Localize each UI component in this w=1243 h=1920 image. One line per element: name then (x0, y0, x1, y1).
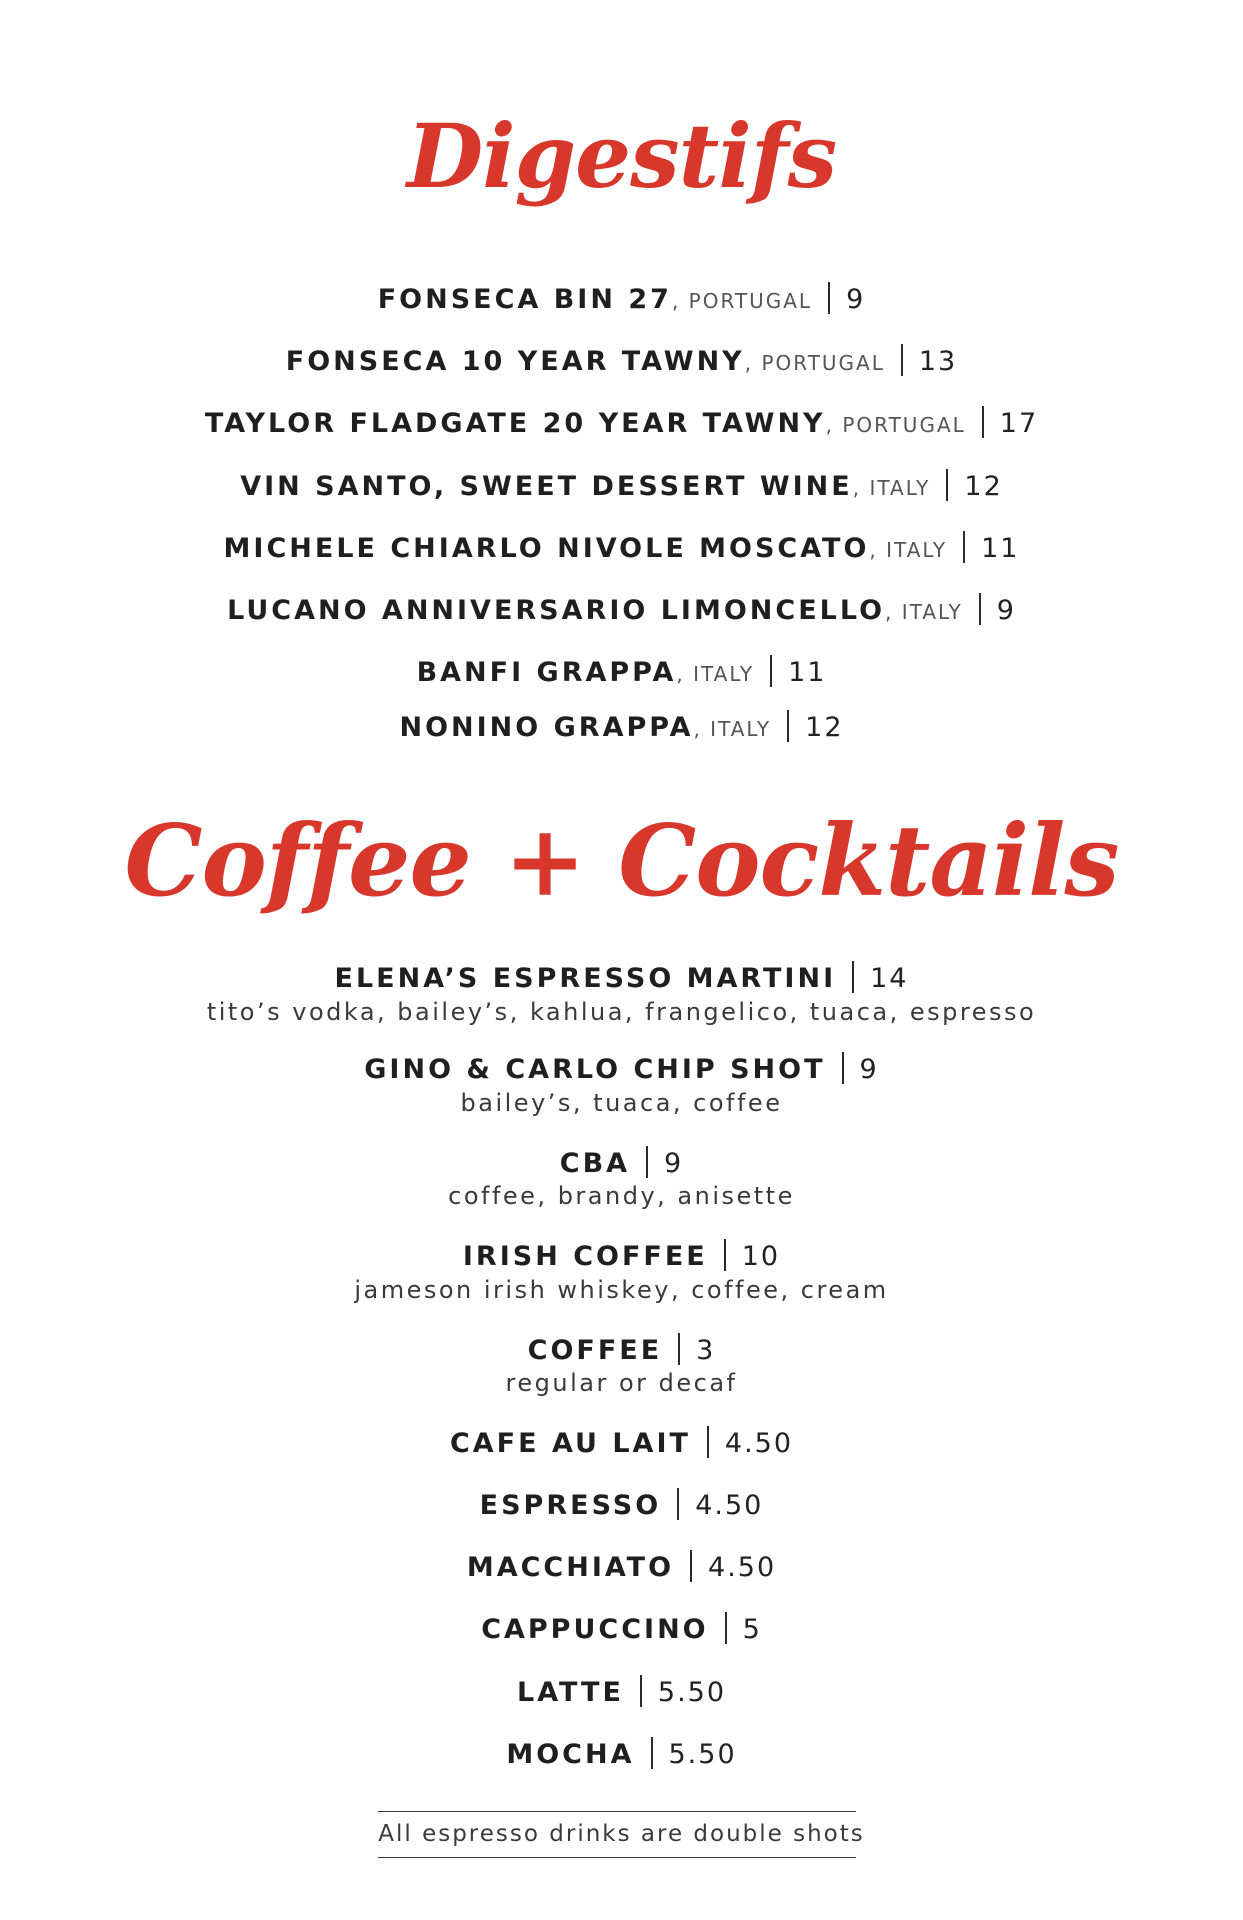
item-origin: , PORTUGAL (744, 351, 885, 375)
item-name: COFFEE (527, 1335, 663, 1366)
item-price: 10 (741, 1241, 781, 1272)
item-name: IRISH COFFEE (462, 1241, 708, 1272)
price-separator (787, 710, 789, 742)
footer-bottom-rule (378, 1857, 856, 1858)
item-price: 4.50 (724, 1428, 794, 1459)
menu-item-nonino-grappa (0, 710, 1243, 747)
item-name: ELENA’S ESPRESSO MARTINI (334, 963, 837, 994)
item-name: VIN SANTO, SWEET DESSERT WINE (240, 471, 853, 502)
menu-item-limoncello (0, 593, 1243, 630)
item-price: 11 (788, 657, 827, 688)
menu-item-cba (0, 1146, 1243, 1182)
footer-top-rule (378, 1811, 856, 1812)
item-description: bailey’s, tuaca, coffee (460, 1089, 783, 1117)
footer-note: All espresso drinks are double shots (378, 1821, 865, 1847)
price-separator (963, 531, 965, 563)
price-separator (901, 344, 903, 376)
item-price: 5.50 (657, 1677, 727, 1708)
price-separator (982, 406, 984, 438)
item-name: CAPPUCCINO (481, 1614, 709, 1645)
price-separator (725, 1612, 727, 1644)
price-separator (842, 1052, 844, 1084)
item-name: FONSECA 10 YEAR TAWNY (285, 346, 745, 377)
item-price: 12 (805, 712, 844, 743)
price-separator (852, 961, 854, 993)
item-price: 13 (918, 346, 958, 377)
menu-item-vin-santo (0, 469, 1243, 506)
item-price: 9 (664, 1148, 684, 1179)
price-separator (946, 469, 948, 501)
item-origin: , PORTUGAL (825, 413, 966, 437)
item-price: 5 (742, 1614, 762, 1645)
menu-item-mocha (0, 1737, 1243, 1773)
menu-item-fonseca-bin-27 (0, 282, 1243, 319)
item-price: 11 (981, 533, 1020, 564)
item-origin: , ITALY (885, 600, 963, 624)
item-origin: , ITALY (676, 662, 755, 686)
item-name: FONSECA BIN 27 (377, 284, 672, 315)
menu-item-banfi-grappa (0, 655, 1243, 692)
menu-item-irish-coffee (0, 1239, 1243, 1275)
item-name: MOCHA (506, 1739, 635, 1770)
item-price: 9 (996, 595, 1016, 626)
item-description: coffee, brandy, anisette (448, 1182, 795, 1210)
menu-item-cappuccino (0, 1612, 1243, 1648)
price-separator (678, 1333, 680, 1365)
price-separator (770, 655, 772, 687)
item-price: 5.50 (668, 1739, 737, 1770)
item-name: ESPRESSO (479, 1490, 662, 1521)
item-price: 4.50 (695, 1490, 764, 1521)
item-name: MICHELE CHIARLO NIVOLE MOSCATO (223, 533, 870, 564)
menu-item-latte (0, 1675, 1243, 1711)
menu-item-coffee (0, 1333, 1243, 1369)
item-origin: , ITALY (869, 538, 948, 562)
item-name: BANFI GRAPPA (416, 657, 677, 688)
item-price: 9 (859, 1054, 879, 1085)
item-price: 3 (696, 1335, 716, 1366)
item-price: 9 (846, 284, 866, 315)
price-separator (651, 1737, 653, 1769)
price-separator (828, 282, 830, 314)
digestifs-heading: Digestifs (406, 104, 837, 208)
item-name: NONINO GRAPPA (399, 712, 694, 743)
item-price: 14 (870, 963, 909, 994)
menu-item-taylor-fladgate (0, 406, 1243, 443)
item-description: regular or decaf (505, 1369, 738, 1397)
item-description: tito’s vodka, bailey’s, kahlua, frangelico, tuaca, espresso (206, 998, 1037, 1026)
price-separator (724, 1239, 726, 1271)
item-origin: , ITALY (852, 476, 931, 500)
price-separator (646, 1146, 648, 1178)
price-separator (677, 1488, 679, 1520)
menu-item-espresso-martini (0, 961, 1243, 997)
item-origin: , ITALY (693, 717, 772, 741)
item-name: LUCANO ANNIVERSARIO LIMONCELLO (227, 595, 886, 626)
item-name: CAFE AU LAIT (449, 1428, 691, 1459)
item-origin: , PORTUGAL (671, 289, 813, 313)
item-description: jameson irish whiskey, coffee, cream (354, 1276, 889, 1304)
price-separator (690, 1550, 692, 1582)
item-price: 12 (964, 471, 1003, 502)
price-separator (707, 1426, 709, 1458)
menu-item-macchiato (0, 1550, 1243, 1586)
menu-item-cafe-au-lait (0, 1426, 1243, 1462)
item-name: GINO & CARLO CHIP SHOT (364, 1054, 826, 1085)
price-separator (640, 1675, 642, 1707)
coffee-cocktails-heading: Coffee + Cocktails (124, 804, 1119, 919)
price-separator (979, 593, 981, 625)
menu-item-moscato (0, 531, 1243, 568)
menu-item-chip-shot (0, 1052, 1243, 1088)
item-price: 4.50 (708, 1552, 777, 1583)
menu-item-fonseca-10-year (0, 344, 1243, 381)
item-price: 17 (999, 408, 1039, 439)
item-name: TAYLOR FLADGATE 20 YEAR TAWNY (204, 408, 826, 439)
item-name: MACCHIATO (466, 1552, 675, 1583)
item-name: CBA (559, 1148, 631, 1179)
menu-item-espresso (0, 1488, 1243, 1524)
item-name: LATTE (516, 1677, 624, 1708)
